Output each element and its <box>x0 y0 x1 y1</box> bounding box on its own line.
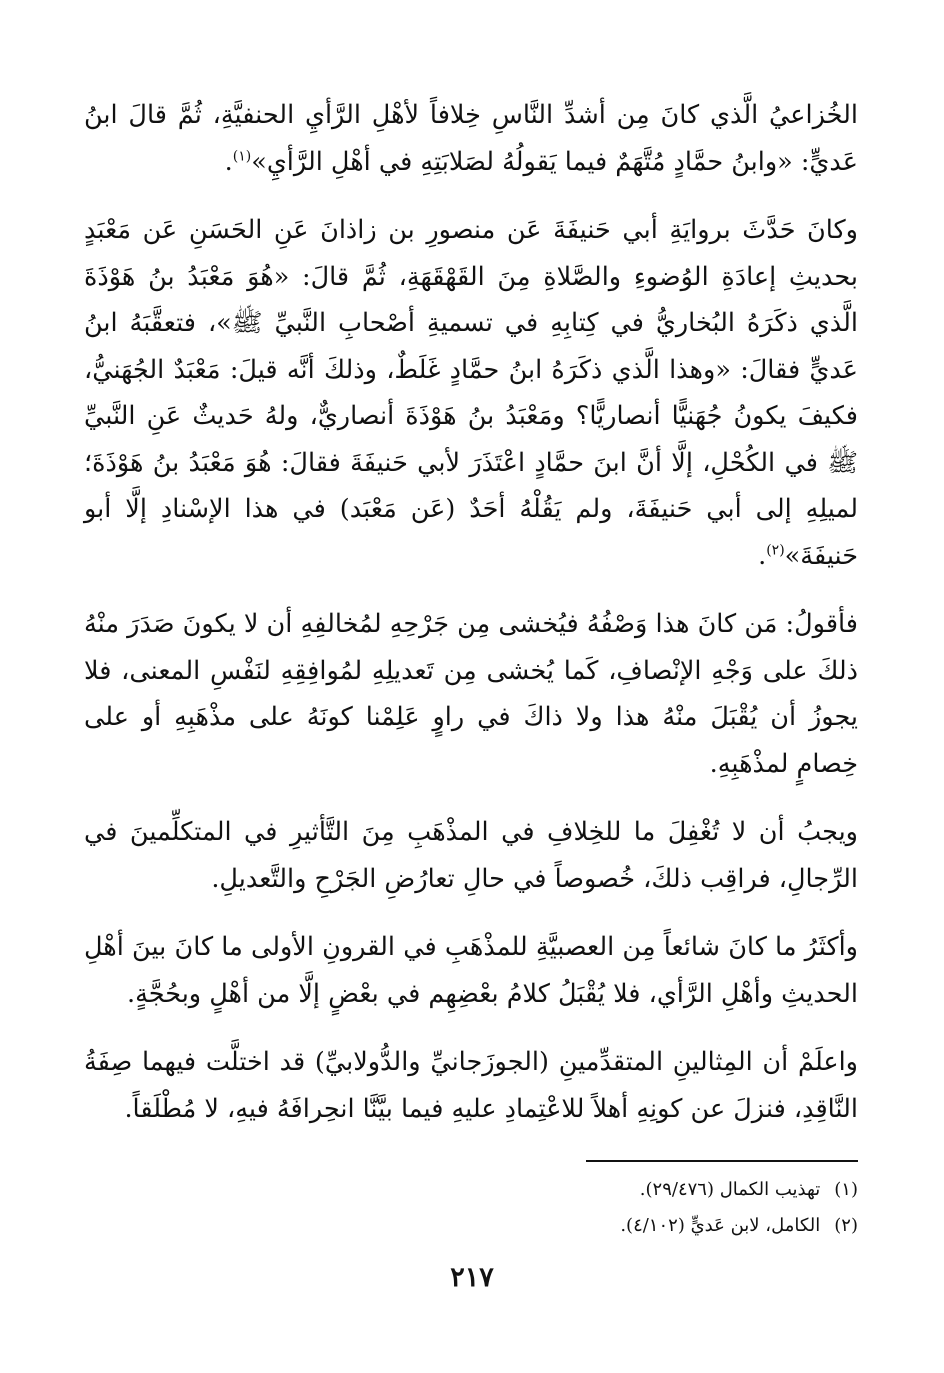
paragraph-6: واعلَمْ أن المِثالينِ المتقدِّمينِ (الجوزَجانيِّ والدُّولابيِّ) قد اختلَّت فيهما صِفَةُ النَّاقِدِ، فنزلَ عن كونِهِ أهلاً للاعْتِمادِ عليهِ فيما بيَّنَّا انحِرافَهُ فيهِ، لا مُطْلَقاً. <box>84 1047 858 1124</box>
body-text <box>84 92 858 1154</box>
paragraph-4: ويجبُ أن لا تُغْفِلَ ما للخِلافِ في المذْهَبِ مِنَ التَّأثيرِ في المتكلِّمينَ في الرِّجالِ، فراقِب ذلكَ، خُصوصاً في حالِ تعارُضِ الجَرْحِ والتَّعديلِ. <box>84 817 858 894</box>
paragraph-2: وكانَ حَدَّثَ بروايَةِ أبي حَنيفَةَ عَن منصورِ بن زاذانَ عَنِ الحَسَنِ عَن مَعْبَدٍ بحديثِ إعادَةِ الوُضوءِ والصَّلاةِ مِنَ القَهْقَهَةِ، ثُمَّ قالَ: «هُوَ مَعْبَدُ بنُ هَوْذَةَ الَّذي ذكَرَهُ البُخاريُّ في كِتابِهِ في تسميةِ أصْحابِ النَّبيِّ ﷺ»، فتعقَّبَهُ ابنُ عَديٍّ فقالَ: «وهذا الَّذي ذكَرَهُ ابنُ حمَّادٍ غَلَطٌ، وذلكَ أنَّه قيلَ: مَعْبَدٌ الجُهَنيُّ، فكيفَ يكونُ جُهَنيًّا أنصاريًّا؟ ومَعْبَدُ بنُ هَوْذَةَ أنصاريٌّ، ولهُ حَديثٌ عَنِ النَّبيِّ ﷺ في الكُحْلِ، إلَّا أنَّ ابنَ حمَّادٍ اعْتَذَرَ لأبي حَنيفَةَ فقالَ: هُوَ مَعْبَدُ بنُ هَوْذَةَ؛ لميلِهِ إلى أبي حَنيفَةَ، ولم يَقُلْهُ أحَدٌ (عَن مَعْبَد) في هذا الإسْنادِ إلَّا أبو حَنيفَةَ»$^{(٢)}$. <box>84 215 858 571</box>
footnote-ref-1: (١) <box>232 148 252 164</box>
footnote-ref-2: (٢) <box>766 542 785 558</box>
footnote-separator <box>586 1160 858 1162</box>
footnote-1 <box>84 1172 858 1208</box>
footnote-number: (٢) <box>834 1215 858 1236</box>
page-number: ٢١٧ <box>450 1262 494 1293</box>
footnote-text: الكامل، لابن عَديٍّ (٤/١٠٢). <box>620 1215 821 1236</box>
footnote-text: تهذيب الكمال (٢٩/٤٧٦). <box>639 1179 821 1200</box>
paragraph-5: وأكثَرُ ما كانَ شائعاً مِن العصبيَّةِ للمذْهَبِ في القرونِ الأولى ما كانَ بينَ أهْلِ الحديثِ وأهْلِ الرَّأي، فلا يُقْبَلُ كلامُ بعْضِهِم في بعْضٍ إلَّا من أهْلٍ وبحُجَّةٍ. <box>84 932 858 1009</box>
footnote-number: (١) <box>834 1179 858 1200</box>
paragraph-1: الخُزاعيُ الَّذي كانَ مِن أشدِّ النَّاسِ خِلافاً لأهْلِ الرَّأيِ الحنفيَّةِ، ثُمَّ قالَ ابنُ عَديٍّ: «وابنُ حمَّادٍ مُتَّهَمٌ فيما يَقولُهُ لصَلابَتِهِ في أهْلِ الرَّأيِ»$^{(١)}$. <box>84 100 858 177</box>
footnotes <box>84 1172 858 1244</box>
paragraph-3: فأقولُ: مَن كانَ هذا وَصْفُهُ فيُخشى مِن جَرْحِهِ لمُخالفِهِ أن لا يكونَ صَدَرَ منْهُ ذلكَ على وَجْهِ الإنْصافِ، كَما يُخشى مِن تَعديلِهِ لمُوافِقِهِ لنَفْسِ المعنى، فلا يجوزُ أن يُقْبَلَ منْهُ هذا ولا ذاكَ في راوٍ عَلِمْنا كونَهُ على مذْهَبِهِ أو على خِصامٍ لمذْهَبِهِ. <box>84 609 858 779</box>
footnote-2 <box>84 1208 858 1244</box>
